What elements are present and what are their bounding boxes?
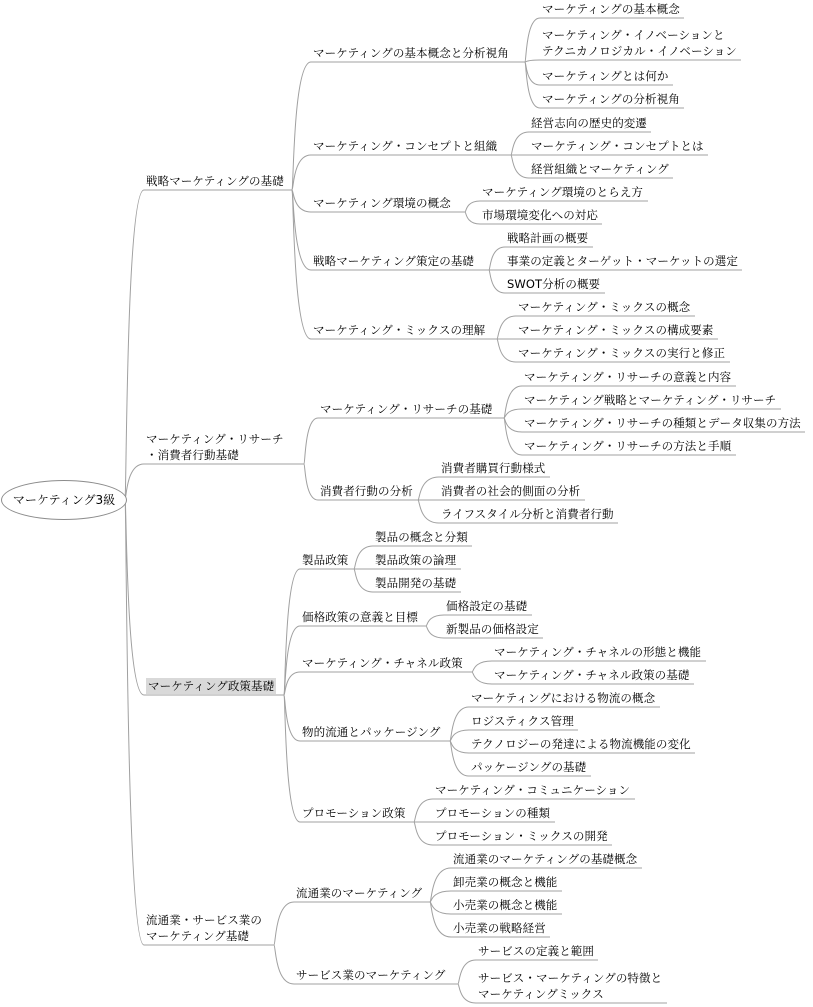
edge-root-branch-2 [125, 464, 144, 499]
edge-branch-2-topic-2 [304, 464, 318, 500]
edge-topic-3-2-leaf-1 [426, 615, 444, 626]
subtopic-3-1-1[interactable] [375, 529, 468, 545]
edge-branch-1-topic-3 [292, 190, 311, 212]
subtopic-1-5-1-label: マーケティング・ミックスの概念 [518, 300, 691, 314]
subtopic-3-3-1-label: マーケティング・チャネルの形態と機能 [494, 645, 702, 659]
subtopic-4-1-2-label: 卸売業の概念と機能 [453, 875, 558, 889]
edge-topic-3-5-leaf-3 [414, 822, 433, 845]
branch-1-label: 戦略マーケティングの基礎 [146, 174, 284, 188]
subtopic-1-1-2-label: マーケティング・イノベーションと [542, 28, 725, 42]
edge-topic-1-5-leaf-3 [497, 339, 516, 362]
branch-2-label: マーケティング・リサーチ [146, 432, 284, 446]
edge-branch-3-topic-1 [284, 569, 300, 695]
subtopic-2-2-1[interactable] [441, 460, 545, 476]
subtopic-2-1-1-label: マーケティング・リサーチの意義と内容 [524, 370, 732, 384]
edge-topic-1-1-leaf-2 [525, 60, 540, 62]
subtopic-3-4-2-label: ロジスティクス管理 [471, 714, 574, 728]
edge-topic-1-4-leaf-3 [489, 270, 505, 293]
subtopic-4-1-3[interactable] [453, 897, 557, 913]
edge-topic-4-1-leaf-2 [430, 891, 451, 902]
subtopic-2-2-3[interactable] [441, 506, 614, 522]
subtopic-3-3-2[interactable] [494, 667, 689, 683]
subtopic-3-1-3[interactable] [375, 575, 456, 591]
edge-topic-3-5-leaf-1 [414, 799, 433, 822]
subtopic-4-1-2[interactable] [453, 874, 557, 890]
edge-topic-1-2-leaf-1 [511, 132, 529, 155]
subtopic-1-4-2[interactable] [507, 253, 738, 269]
subtopic-1-1-3-label: マーケティングとは何か [542, 69, 669, 83]
subtopic-4-2-1[interactable] [478, 943, 594, 959]
subtopic-3-1-3-label: 製品開発の基礎 [375, 576, 457, 590]
branch-4-label: 流通業・サービス業の [146, 913, 262, 927]
topic-3-5-label: プロモーション政策 [302, 806, 406, 820]
subtopic-1-3-1[interactable] [482, 184, 643, 200]
branch-2-label: ・消費者行動基礎 [146, 448, 239, 462]
topic-4-2[interactable] [296, 967, 445, 983]
subtopic-3-2-2[interactable] [446, 621, 539, 637]
edge-topic-4-1-leaf-3 [430, 902, 451, 914]
topic-3-1-label: 製品政策 [302, 553, 349, 567]
topic-2-2-label: 消費者行動の分析 [320, 484, 413, 498]
subtopic-1-1-4[interactable] [542, 91, 680, 107]
topic-3-3[interactable] [302, 655, 463, 671]
topic-3-2-label: 価格政策の意義と目標 [302, 610, 418, 624]
subtopic-1-5-2-label: マーケティング・ミックスの構成要素 [518, 323, 714, 337]
subtopic-3-3-2-label: マーケティング・チャネル政策の基礎 [494, 668, 690, 682]
subtopic-2-2-1-label: 消費者購買行動様式 [441, 461, 546, 475]
branch-3-label: マーケティング政策基礎 [148, 679, 275, 693]
subtopic-1-5-3[interactable] [518, 345, 725, 361]
subtopic-4-2-2[interactable] [478, 970, 662, 1002]
edge-topic-3-3-leaf-2 [472, 672, 492, 684]
subtopic-3-2-1[interactable] [446, 598, 527, 614]
subtopic-3-1-1-label: 製品の概念と分類 [375, 530, 468, 544]
topic-3-2[interactable] [302, 609, 418, 625]
subtopic-2-1-3-label: マーケティング・リサーチの種類とデータ収集の方法 [524, 416, 801, 430]
edge-topic-2-1-leaf-3 [504, 418, 522, 432]
subtopic-1-1-1-label: マーケティングの基本概念 [542, 2, 680, 16]
subtopic-3-5-3-label: プロモーション・ミックスの開発 [435, 829, 608, 843]
subtopic-1-4-1[interactable] [507, 230, 588, 246]
topic-1-5[interactable] [313, 322, 485, 338]
subtopic-4-2-1-label: サービスの定義と範囲 [478, 944, 594, 958]
topic-3-4[interactable] [302, 724, 440, 740]
subtopic-3-5-1[interactable] [435, 782, 630, 798]
subtopic-3-4-4[interactable] [471, 759, 586, 775]
topic-4-1-label: 流通業のマーケティング [296, 886, 423, 900]
edge-topic-2-2-leaf-1 [418, 477, 439, 500]
branch-4[interactable] [146, 912, 262, 944]
topic-3-3-label: マーケティング・チャネル政策 [302, 656, 463, 670]
edge-topic-2-2-leaf-3 [418, 500, 439, 523]
subtopic-4-1-1[interactable] [453, 851, 637, 867]
root-node[interactable] [1, 480, 127, 520]
subtopic-3-5-2-label: プロモーションの種類 [435, 806, 551, 820]
topic-3-5[interactable] [302, 805, 405, 821]
edge-topic-3-3-leaf-1 [472, 661, 492, 672]
topic-2-2[interactable] [320, 483, 413, 499]
topic-1-1-label: マーケティングの基本概念と分析視角 [313, 46, 509, 60]
topic-3-4-label: 物的流通とパッケージング [302, 725, 441, 739]
subtopic-3-2-1-label: 価格設定の基礎 [446, 599, 528, 613]
edge-topic-3-4-leaf-2 [450, 730, 469, 741]
subtopic-1-4-3[interactable] [507, 276, 600, 292]
subtopic-1-1-3[interactable] [542, 68, 668, 84]
subtopic-1-2-2-label: マーケティング・コンセプトとは [531, 139, 704, 153]
edge-topic-2-1-leaf-1 [504, 386, 522, 418]
topic-1-3[interactable] [313, 195, 451, 211]
subtopic-1-2-2[interactable] [531, 138, 704, 154]
topic-1-4-label: 戦略マーケティング策定の基礎 [313, 254, 475, 268]
topic-1-3-label: マーケティング環境の概念 [313, 196, 451, 210]
subtopic-4-2-2-label: マーケティングミックス [478, 987, 604, 1001]
subtopic-2-1-2-label: マーケティング戦略とマーケティング・リサーチ [524, 393, 777, 407]
subtopic-3-4-1[interactable] [471, 690, 655, 706]
subtopic-1-1-1[interactable] [542, 1, 680, 17]
edge-topic-2-1-leaf-2 [504, 409, 522, 418]
subtopic-3-1-2[interactable] [375, 552, 456, 568]
subtopic-1-1-2[interactable] [542, 27, 737, 59]
subtopic-1-2-1[interactable] [531, 115, 647, 131]
edge-topic-3-2-leaf-2 [426, 626, 444, 638]
subtopic-1-5-2[interactable] [518, 322, 713, 338]
subtopic-2-1-4-label: マーケティング・リサーチの方法と手順 [524, 439, 732, 453]
subtopic-2-1-3[interactable] [524, 415, 801, 431]
edge-branch-3-topic-3 [284, 672, 300, 695]
edge-topic-4-2-leaf-1 [458, 960, 476, 984]
topic-4-1[interactable] [296, 885, 422, 901]
subtopic-3-5-2[interactable] [435, 805, 550, 821]
topic-1-4[interactable] [313, 253, 474, 269]
topic-1-2[interactable] [313, 138, 497, 154]
root-label: マーケティング3級 [12, 493, 116, 507]
edge-branch-1-topic-2 [292, 155, 311, 190]
subtopic-1-1-2-label: テクニカノロジカル・イノベーション [542, 44, 737, 58]
edge-topic-1-4-leaf-1 [489, 247, 505, 270]
edge-branch-1-topic-1 [292, 62, 311, 190]
subtopic-3-4-4-label: パッケージングの基礎 [471, 760, 587, 774]
topic-3-1[interactable] [302, 552, 348, 568]
subtopic-3-4-3-label: テクノロジーの発達による物流機能の変化 [471, 737, 691, 751]
subtopic-1-5-3-label: マーケティング・ミックスの実行と修正 [518, 346, 726, 360]
subtopic-4-1-4[interactable] [453, 920, 546, 936]
edge-topic-4-2-leaf-2 [458, 984, 476, 1003]
subtopic-1-4-3-label: SWOT分析の概要 [507, 277, 601, 291]
subtopic-1-5-1[interactable] [518, 299, 690, 315]
subtopic-3-5-3[interactable] [435, 828, 608, 844]
subtopic-4-1-3-label: 小売業の概念と機能 [453, 898, 558, 912]
subtopic-4-1-1-label: 流通業のマーケティングの基礎概念 [453, 852, 638, 866]
subtopic-1-4-1-label: 戦略計画の概要 [507, 231, 589, 245]
subtopic-1-3-1-label: マーケティング環境のとらえ方 [482, 185, 644, 199]
subtopic-3-4-1-label: マーケティングにおける物流の概念 [471, 691, 656, 705]
subtopic-1-3-2-label: 市場環境変化への対応 [482, 208, 598, 222]
edge-root-branch-4 [125, 499, 144, 945]
subtopic-3-1-2-label: 製品政策の論理 [375, 553, 457, 567]
edge-root-branch-1 [125, 190, 144, 499]
subtopic-3-4-3[interactable] [471, 736, 691, 752]
edge-branch-3-topic-4 [284, 695, 300, 741]
subtopic-2-2-3-label: ライフスタイル分析と消費者行動 [441, 507, 614, 521]
subtopic-3-2-2-label: 新製品の価格設定 [446, 622, 539, 636]
subtopic-2-1-4[interactable] [524, 438, 731, 454]
subtopic-2-1-1[interactable] [524, 369, 731, 385]
edge-topic-1-3-leaf-1 [465, 201, 480, 212]
edge-topic-3-1-leaf-1 [354, 546, 373, 569]
subtopic-1-2-3[interactable] [531, 161, 669, 177]
topic-2-1-label: マーケティング・リサーチの基礎 [320, 402, 493, 416]
subtopic-1-3-2[interactable] [482, 207, 598, 223]
edge-branch-4-topic-1 [274, 902, 294, 945]
edge-topic-1-1-leaf-1 [525, 18, 540, 62]
subtopic-1-4-2-label: 事業の定義とターゲット・マーケットの選定 [507, 254, 738, 268]
edge-branch-2-topic-1 [304, 418, 318, 464]
topic-1-2-label: マーケティング・コンセプトと組織 [313, 139, 498, 153]
subtopic-1-2-1-label: 経営志向の歴史的変遷 [531, 116, 647, 130]
subtopic-1-1-4-label: マーケティングの分析視角 [542, 92, 680, 106]
topic-4-2-label: サービス業のマーケティング [296, 968, 446, 982]
branch-3[interactable] [146, 678, 276, 694]
subtopic-3-4-2[interactable] [471, 713, 574, 729]
subtopic-2-1-2[interactable] [524, 392, 776, 408]
topic-1-5-label: マーケティング・ミックスの理解 [313, 323, 486, 337]
subtopic-3-5-1-label: マーケティング・コミュニケーション [435, 783, 631, 797]
edge-topic-1-5-leaf-1 [497, 316, 516, 339]
topic-2-1[interactable] [320, 401, 492, 417]
edge-branch-4-topic-2 [274, 945, 294, 984]
subtopic-2-2-2-label: 消費者の社会的側面の分析 [441, 484, 581, 498]
edge-topic-1-2-leaf-3 [511, 155, 529, 178]
subtopic-3-3-1[interactable] [494, 644, 701, 660]
subtopic-1-2-3-label: 経営組織とマーケティング [531, 162, 669, 176]
branch-4-label: マーケティング基礎 [146, 929, 250, 943]
edge-topic-3-1-leaf-3 [354, 569, 373, 592]
subtopic-4-2-2-label: サービス・マーケティングの特徴と [478, 971, 663, 985]
edge-branch-1-topic-5 [292, 190, 311, 339]
branch-1[interactable] [146, 173, 284, 189]
subtopic-4-1-4-label: 小売業の戦略経営 [453, 921, 546, 935]
topic-1-1[interactable] [313, 45, 509, 61]
branch-2[interactable] [146, 431, 284, 463]
subtopic-2-2-2[interactable] [441, 483, 580, 499]
edge-topic-3-4-leaf-3 [450, 741, 469, 753]
edge-topic-1-3-leaf-2 [465, 212, 480, 224]
